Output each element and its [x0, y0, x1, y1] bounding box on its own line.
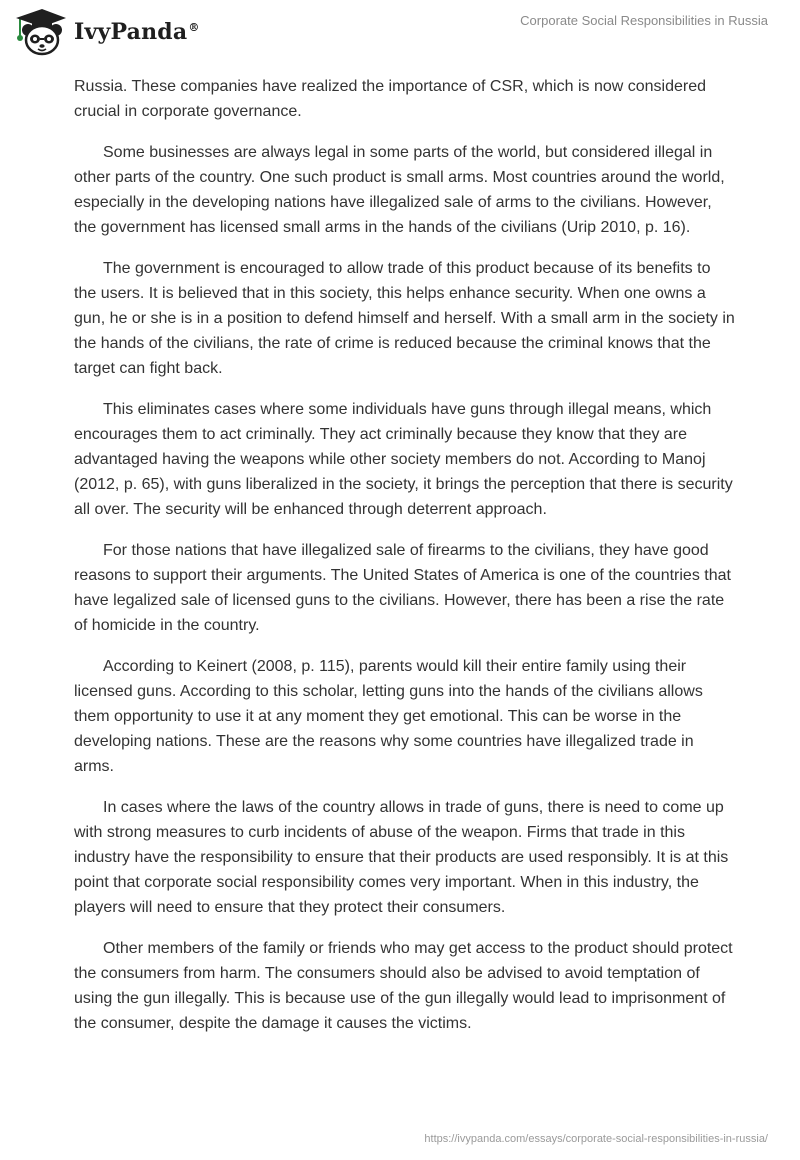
document-title: Corporate Social Responsibilities in Russia	[520, 13, 768, 28]
paragraph: Some businesses are always legal in some parts of the world, but considered illegal in other parts of the country. One such product is small arms. Most countries around the world, especially in the developing nations have illegalized sale of arms to the civilians. However, the government has licensed small arms in the hands of the civilians (Urip 2010, p. 16).	[74, 144, 725, 236]
paragraph: According to Keinert (2008, p. 115), parents would kill their entire family using their licensed guns. According to this scholar, letting guns into the hands of the civilians allows them opportunity to use it at any moment they get emotional. This can be worse in the developing nations. These are the reasons why some countries have illegalized trade in arms.	[74, 658, 703, 775]
paragraph: This eliminates cases where some individuals have guns through illegal means, which encourages them to act criminally. They act criminally because they know that they are advantaged having the weapons while other society members do not. According to Manoj (2012, p. 65), with guns liberalized in the society, it brings the perception that there is security all over. The security will be enhanced through deterrent approach.	[74, 401, 733, 518]
paragraph: In cases where the laws of the country allows in trade of guns, there is need to come up with strong measures to curb incidents of abuse of the weapon. Firms that trade in this industry have the responsibility to ensure that their products are used responsibly. It is at this point that corporate social responsibility comes very important. When in this industry, the players will need to ensure that they protect their consumers.	[74, 799, 729, 916]
source-url-link[interactable]: https://ivypanda.com/essays/corporate-social-responsibilities-in-russia/	[424, 1133, 768, 1145]
paragraph: Russia. These companies have realized the importance of CSR, which is now considered crucial in corporate governance.	[74, 78, 707, 120]
paragraph: Other members of the family or friends who may get access to the product should protect the consumers from harm. The consumers should also be advised to avoid temptation of using the gun illegally. This is because use of the gun illegally would lead to imprisonment of the consumer, despite the damage it causes the victims.	[74, 940, 733, 1032]
essay-body	[74, 74, 736, 1052]
brand-name: IvyPanda®	[74, 19, 200, 45]
paragraph: The government is encouraged to allow trade of this product because of its benefits to the users. It is believed that in this society, this helps enhance security. When one owns a gun, he or she is in a position to defend himself and herself. With a small arm in the society in the hands of the civilians, the rate of crime is reduced because the criminal knows that the target can fight back.	[74, 260, 735, 377]
page-header	[0, 0, 800, 62]
paragraph: For those nations that have illegalized sale of firearms to the civilians, they have good reasons to support their arguments. The United States of America is one of the countries that have legalized sale of licensed guns to the civilians. However, there has been a rise the rate of homicide in the country.	[74, 542, 731, 634]
ivypanda-logo[interactable]	[14, 8, 200, 56]
panda-graduate-icon	[14, 8, 68, 56]
registered-mark: ®	[188, 20, 200, 34]
